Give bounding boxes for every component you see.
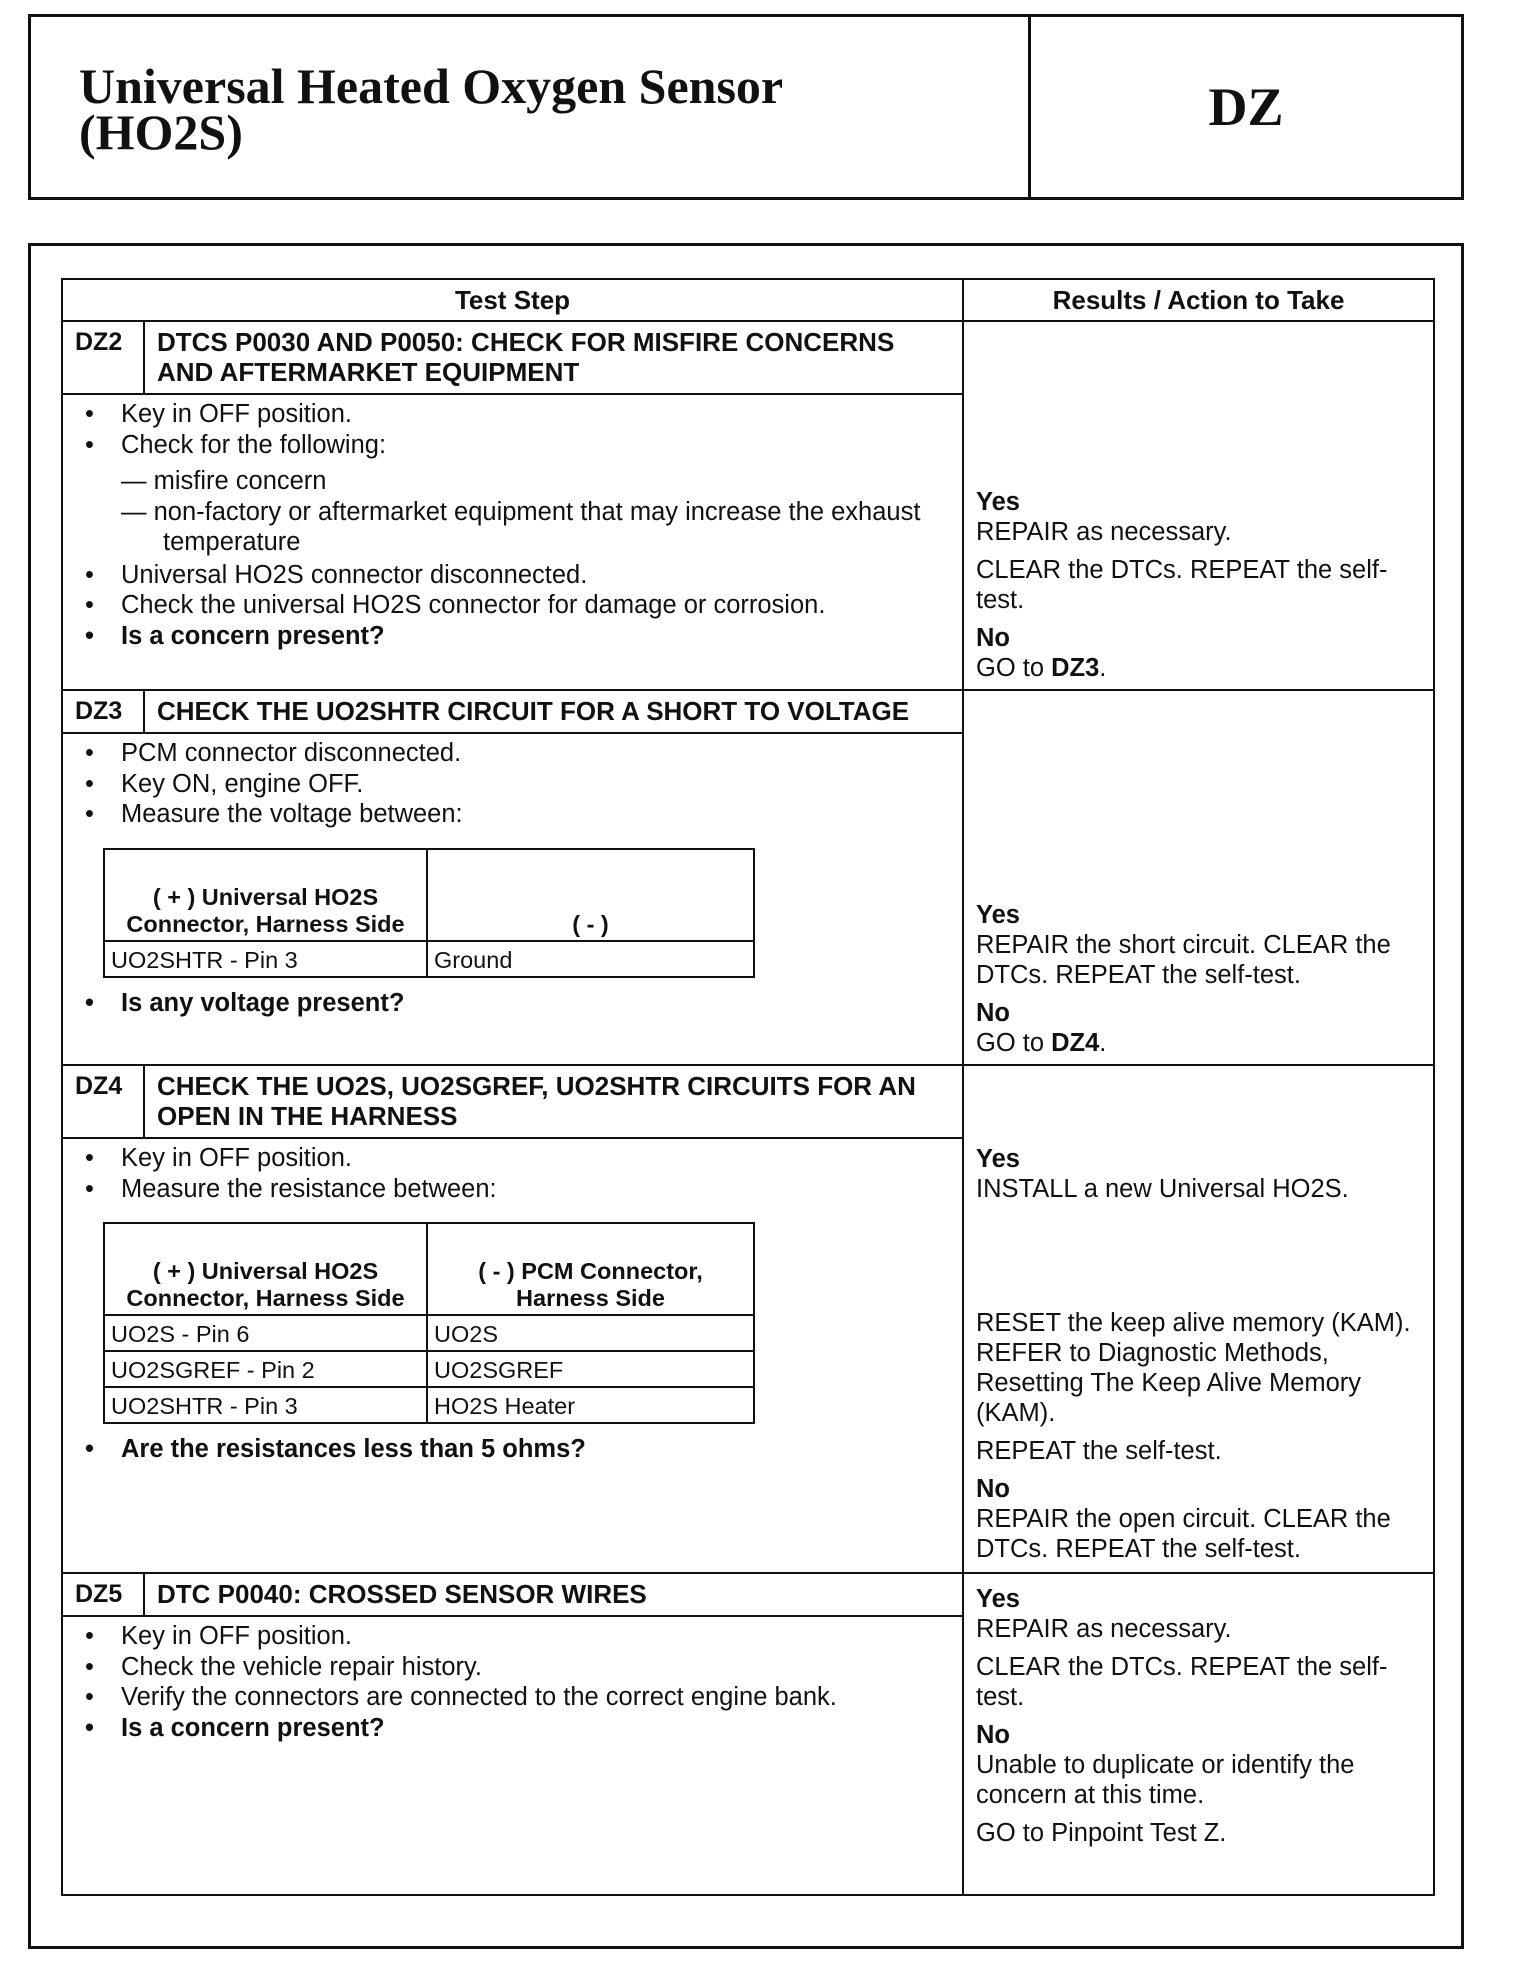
meas-row xyxy=(104,1351,754,1387)
dash-text: non-factory or aftermarket equipment that may increase the exhaust temperature xyxy=(153,497,921,556)
title-line-1: Universal Heated Oxygen Sensor xyxy=(79,58,784,114)
meas-cell: Ground xyxy=(427,941,754,977)
step-title: DTC P0040: CROSSED SENSOR WIRES xyxy=(157,1579,647,1609)
list-item: • Key in OFF position. xyxy=(73,1621,952,1652)
meas-row xyxy=(104,941,754,977)
list-item: • Key ON, engine OFF. xyxy=(73,769,952,800)
result-text: REPAIR as necessary. xyxy=(976,518,1232,546)
meas-header-plus: ( + ) Universal HO2S Connector, Harness Side xyxy=(104,1223,427,1315)
meas-cell: UO2SHTR - Pin 3 xyxy=(104,941,427,977)
meas-header-minus: ( - ) xyxy=(427,849,754,941)
title-line-2: (HO2S) xyxy=(79,104,243,160)
result-cell-dz4 xyxy=(963,1065,1434,1573)
bullet-list xyxy=(73,399,952,460)
goto-prefix: GO to xyxy=(976,1029,1052,1057)
step-cell-dz5 xyxy=(62,1573,963,1895)
bullet-list xyxy=(73,1621,952,1743)
goto-text xyxy=(976,1028,1421,1058)
bullet-list xyxy=(73,560,952,652)
result-text: Unable to duplicate or identify the concern at this time. xyxy=(976,1751,1355,1809)
question: • Is a concern present? xyxy=(73,1713,952,1744)
result-text: CLEAR the DTCs. REPEAT the self-test. xyxy=(976,556,1388,614)
result-text: REPAIR as necessary. xyxy=(976,1615,1232,1643)
list-item: • Check the universal HO2S connector for damage or corrosion. xyxy=(73,590,952,621)
step-id: DZ5 xyxy=(63,1574,145,1615)
step-body xyxy=(63,1139,962,1471)
question: • Is a concern present? xyxy=(73,621,952,652)
list-item: • Measure the voltage between: xyxy=(73,799,952,830)
result-text: CLEAR the DTCs. REPEAT the self-test. xyxy=(976,1653,1388,1711)
col-header-test-step: Test Step xyxy=(62,279,963,321)
no-label: No xyxy=(976,624,1010,652)
list-item: • Measure the resistance between: xyxy=(73,1174,952,1205)
meas-cell: UO2SGREF - Pin 2 xyxy=(104,1351,427,1387)
list-item: • Check for the following: xyxy=(73,430,952,461)
result-text: GO to Pinpoint Test Z. xyxy=(976,1819,1227,1847)
table-row xyxy=(62,321,1434,690)
goto-suffix: . xyxy=(1099,1029,1107,1057)
list-item: • Key in OFF position. xyxy=(73,399,952,430)
no-label: No xyxy=(976,1475,1010,1503)
step-body xyxy=(63,734,962,1024)
goto-target[interactable]: DZ4 xyxy=(1051,1029,1100,1057)
list-item: — misfire concern xyxy=(121,467,327,495)
spacer xyxy=(976,1066,1421,1144)
table-header-row xyxy=(62,279,1434,321)
question: • Is any voltage present? xyxy=(73,988,952,1019)
list-item: — non-factory or aftermarket equipment that may increase the exhaust temperature xyxy=(121,497,921,556)
col-header-results: Results / Action to Take xyxy=(963,279,1434,321)
meas-cell: UO2SGREF xyxy=(427,1351,754,1387)
meas-cell: UO2SHTR - Pin 3 xyxy=(104,1387,427,1423)
step-title: DTCS P0030 AND P0050: CHECK FOR MISFIRE CONCERNS AND AFTERMARKET EQUIPMENT xyxy=(157,327,895,387)
spacer xyxy=(976,1212,1421,1308)
meas-header-plus: ( + ) Universal HO2S Connector, Harness Side xyxy=(104,849,427,941)
result-text: INSTALL a new Universal HO2S. xyxy=(976,1175,1349,1203)
meas-header-minus: ( - ) PCM Connector, Harness Side xyxy=(427,1223,754,1315)
dash-list xyxy=(73,466,952,558)
step-title: CHECK THE UO2SHTR CIRCUIT FOR A SHORT TO VOLTAGE xyxy=(157,696,910,726)
yes-label: Yes xyxy=(976,488,1020,516)
result-text: REPAIR the open circuit. CLEAR the DTCs. REPEAT the self-test. xyxy=(976,1505,1391,1563)
list-item: • Check the vehicle repair history. xyxy=(73,1652,952,1683)
step-id: DZ2 xyxy=(63,322,145,393)
meas-row xyxy=(104,1315,754,1351)
meas-cell: HO2S Heater xyxy=(427,1387,754,1423)
header-box xyxy=(28,14,1464,200)
meas-row xyxy=(104,1387,754,1423)
meas-header-row xyxy=(104,849,754,941)
section-code: DZ xyxy=(1208,77,1284,137)
measurement-table xyxy=(103,1222,755,1424)
meas-header-row xyxy=(104,1223,754,1315)
bullet-list xyxy=(73,1434,952,1465)
list-item: • Verify the connectors are connected to the correct engine bank. xyxy=(73,1682,952,1713)
goto-target[interactable]: DZ3 xyxy=(1051,654,1100,682)
result-cell-dz2 xyxy=(963,321,1434,690)
goto-suffix: . xyxy=(1099,654,1107,682)
table-row xyxy=(62,1573,1434,1895)
step-header xyxy=(63,691,962,734)
bullet-list xyxy=(73,988,952,1019)
step-body xyxy=(63,1617,962,1749)
step-id: DZ4 xyxy=(63,1066,145,1137)
step-cell-dz2 xyxy=(62,321,963,690)
measurement-table xyxy=(103,848,755,978)
step-body xyxy=(63,395,962,657)
list-item: • PCM connector disconnected. xyxy=(73,738,952,769)
no-label: No xyxy=(976,1721,1010,1749)
bullet-list xyxy=(73,1143,952,1204)
result-text: RESET the keep alive memory (KAM). REFER to Diagnostic Methods, Resetting The Keep Alive Memory (KAM). xyxy=(976,1309,1411,1427)
no-label: No xyxy=(976,999,1010,1027)
step-cell-dz3 xyxy=(62,690,963,1065)
dash-text: misfire concern xyxy=(153,467,327,495)
step-id: DZ3 xyxy=(63,691,145,732)
yes-label: Yes xyxy=(976,1145,1020,1173)
result-text: REPAIR the short circuit. CLEAR the DTCs. REPEAT the self-test. xyxy=(976,931,1391,989)
step-cell-dz4 xyxy=(62,1065,963,1573)
table-row xyxy=(62,690,1434,1065)
step-header xyxy=(63,1574,962,1617)
result-cell-dz5 xyxy=(963,1573,1434,1895)
list-item: • Universal HO2S connector disconnected. xyxy=(73,560,952,591)
page-title xyxy=(31,17,1031,197)
result-text: REPEAT the self-test. xyxy=(976,1437,1222,1465)
yes-label: Yes xyxy=(976,1585,1020,1613)
question: • Are the resistances less than 5 ohms? xyxy=(73,1434,952,1465)
table-row xyxy=(62,1065,1434,1573)
yes-label: Yes xyxy=(976,901,1020,929)
bullet-list xyxy=(73,738,952,830)
goto-text xyxy=(976,653,1421,683)
meas-cell: UO2S xyxy=(427,1315,754,1351)
diagnostic-table xyxy=(61,278,1435,1896)
result-cell-dz3 xyxy=(963,690,1434,1065)
meas-cell: UO2S - Pin 6 xyxy=(104,1315,427,1351)
step-header xyxy=(63,322,962,395)
step-header xyxy=(63,1066,962,1139)
goto-prefix: GO to xyxy=(976,654,1052,682)
list-item: • Key in OFF position. xyxy=(73,1143,952,1174)
step-title: CHECK THE UO2S, UO2SGREF, UO2SHTR CIRCUITS FOR AN OPEN IN THE HARNESS xyxy=(157,1071,916,1131)
